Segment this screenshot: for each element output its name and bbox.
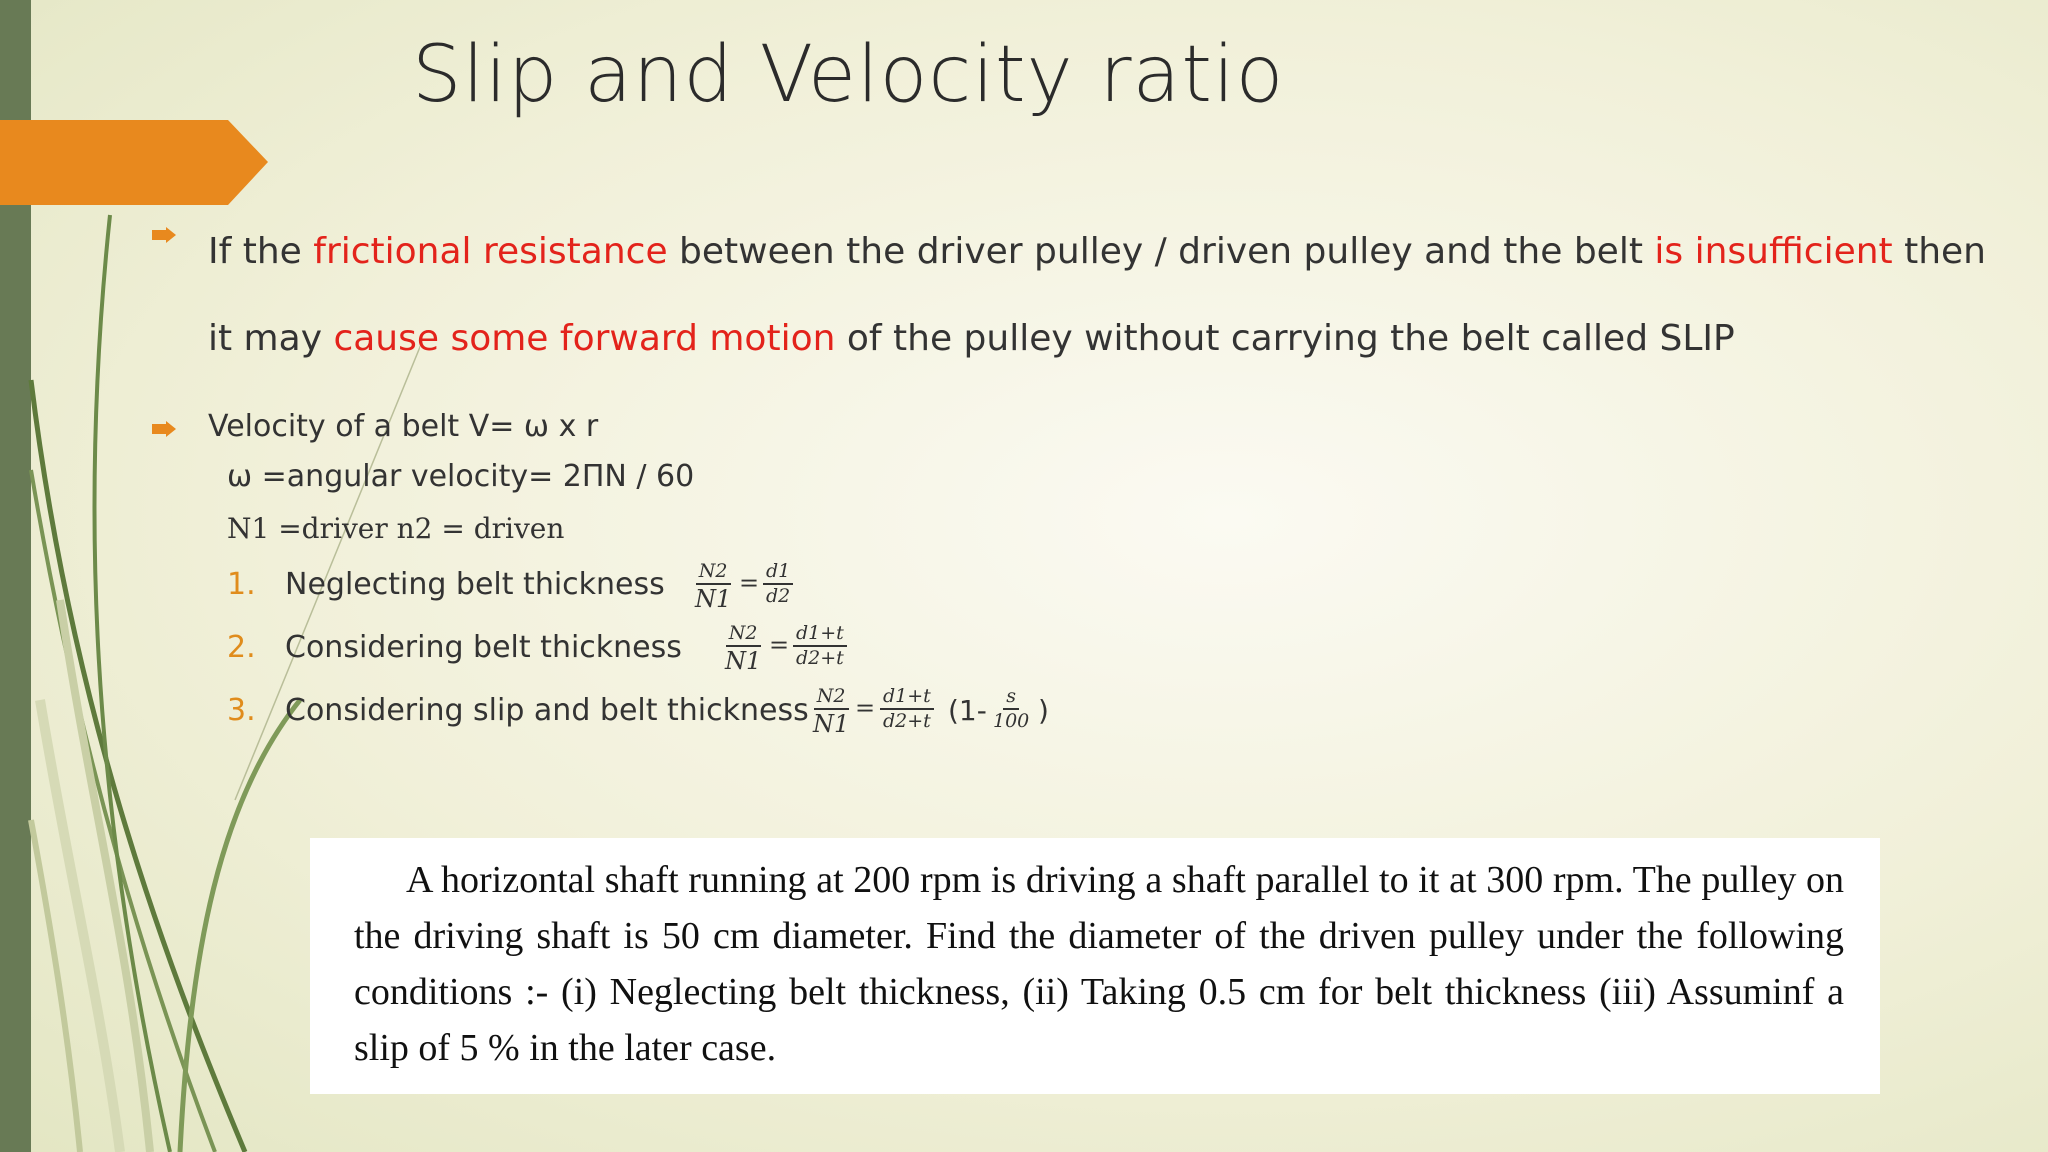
bullet-arrow-icon — [152, 227, 176, 243]
fraction-d1t-d2t: $\frac{d1+t}{d2+t}$ — [793, 622, 847, 670]
driver-driven-definition: N1 =driver n2 = driven — [227, 512, 565, 545]
fraction-n2-n1: N2 N1 — [695, 560, 732, 613]
slip-definition-paragraph: If the frictional resistance between the driver pulley / driven pulley and the belt is insufficient then it may cause some forward motion of the pulley without carrying the belt called SLIP — [208, 231, 1986, 359]
slide-title: Slip and Velocity ratio — [412, 30, 1285, 120]
problem-statement-text: A horizontal shaft running at 200 rpm is driving a shaft parallel to it at 300 rpm. The pulley on the driving shaft is 50 cm diameter. Find the diameter of the driven pulley under the following conditions :- (i) Neglecting belt thickness, (ii) Taking 0.5 cm for belt thickness (iii) Assuminf a slip of 5 % in the later case. — [354, 859, 1844, 1069]
list-item-considering-thickness: Considering belt thickness — [285, 630, 682, 665]
list-item-neglecting-thickness: Neglecting belt thickness — [285, 567, 665, 602]
fraction-d1-d2: $\frac{d1}{d2}$ — [763, 560, 793, 608]
bullet-arrow-icon — [152, 421, 176, 437]
highlight-is-insufficient: is insufficient — [1654, 231, 1893, 272]
equals-sign: = — [769, 631, 790, 659]
list-number: 3. — [227, 693, 256, 728]
fraction-d1t-d2t: $\frac{d1+t}{d2+t}$ — [880, 685, 934, 733]
slip-factor-close: ) — [1038, 694, 1049, 727]
problem-statement-box — [310, 838, 1880, 1094]
slip-factor-open: (1- — [948, 694, 987, 727]
equals-sign: = — [855, 694, 876, 722]
list-item-slip-and-thickness: Considering slip and belt thickness — [285, 693, 809, 728]
belt-velocity-formula: Velocity of a belt V= ω x r — [208, 409, 599, 444]
fraction-n2-n1: N2 N1 — [725, 622, 762, 675]
list-number: 2. — [227, 630, 256, 665]
orange-arrow-shape — [0, 120, 268, 205]
highlight-frictional-resistance: frictional resistance — [313, 231, 668, 272]
fraction-n2-n1: N2 N1 — [813, 685, 850, 738]
angular-velocity-formula: ω =angular velocity= 2ПN / 60 — [227, 459, 695, 494]
highlight-forward-motion: cause some forward motion — [333, 318, 836, 359]
list-number: 1. — [227, 567, 256, 602]
fraction-s-100: $\frac{s}{100}$ — [993, 685, 1030, 732]
equals-sign: = — [739, 569, 760, 597]
